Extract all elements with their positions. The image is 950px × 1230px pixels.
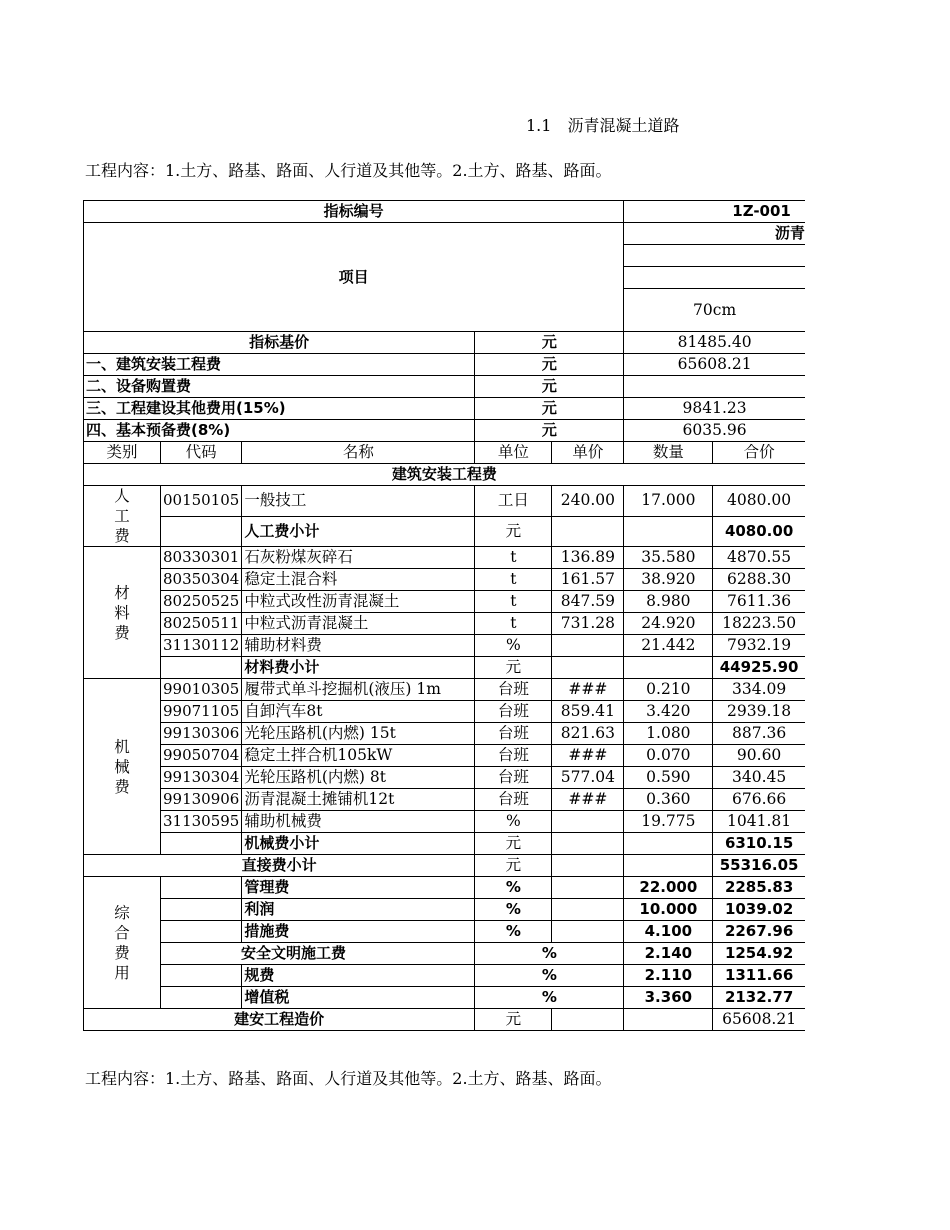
item-total: 4870.55 bbox=[713, 547, 805, 569]
grand-total-unit: 元 bbox=[475, 1009, 552, 1031]
summary-value: 81485.40 bbox=[624, 332, 805, 354]
fee-rate: 3.360 bbox=[624, 987, 713, 1009]
item-total: 334.09 bbox=[713, 679, 805, 701]
table-row bbox=[84, 223, 805, 245]
item-total: 90.60 bbox=[713, 745, 805, 767]
table-row bbox=[84, 332, 805, 354]
item-unit: t bbox=[475, 613, 552, 635]
item-total: 1041.81 bbox=[713, 811, 805, 833]
item-unit: 台班 bbox=[475, 789, 552, 811]
item-code: 31130595 bbox=[161, 811, 242, 833]
direct-subtotal-row bbox=[84, 855, 805, 877]
direct-subtotal-name: 直接费小计 bbox=[84, 855, 475, 877]
table-row bbox=[84, 701, 805, 723]
fee-total: 1311.66 bbox=[713, 965, 805, 987]
direct-subtotal-total: 55316.05 bbox=[713, 855, 805, 877]
subtotal-name: 材料费小计 bbox=[242, 657, 475, 679]
item-qty: 1.080 bbox=[624, 723, 713, 745]
item-price: ### bbox=[552, 745, 624, 767]
index-code-label: 指标编号 bbox=[84, 201, 624, 223]
section-row bbox=[84, 464, 805, 486]
subtotal-row bbox=[84, 657, 805, 679]
item-unit: % bbox=[475, 635, 552, 657]
subtotal-row bbox=[84, 833, 805, 855]
grand-total-row bbox=[84, 1009, 805, 1031]
item-code: 80250525 bbox=[161, 591, 242, 613]
item-price: 136.89 bbox=[552, 547, 624, 569]
item-name: 履带式单斗挖掘机(液压) 1m bbox=[242, 679, 475, 701]
item-name: 辅助机械费 bbox=[242, 811, 475, 833]
table-row bbox=[84, 201, 805, 223]
fee-unit: % bbox=[475, 899, 552, 921]
item-unit: 台班 bbox=[475, 723, 552, 745]
table-row bbox=[84, 877, 805, 899]
item-qty: 24.920 bbox=[624, 613, 713, 635]
item-qty: 0.590 bbox=[624, 767, 713, 789]
thickness-header: 70cm bbox=[624, 289, 805, 332]
summary-name: 三、工程建设其他费用(15%) bbox=[84, 398, 475, 420]
fee-unit: % bbox=[475, 921, 552, 943]
item-price: 859.41 bbox=[552, 701, 624, 723]
col-category: 类别 bbox=[84, 442, 161, 464]
item-name: 沥青混凝土摊铺机12t bbox=[242, 789, 475, 811]
road-type-header: 沥青 bbox=[624, 223, 805, 245]
table-row bbox=[84, 591, 805, 613]
item-price: 240.00 bbox=[552, 486, 624, 517]
fee-unit: % bbox=[475, 943, 624, 965]
item-qty: 8.980 bbox=[624, 591, 713, 613]
fee-unit: % bbox=[475, 965, 624, 987]
item-unit: 工日 bbox=[475, 486, 552, 517]
table-row bbox=[84, 987, 805, 1009]
item-price: 577.04 bbox=[552, 767, 624, 789]
fee-rate: 10.000 bbox=[624, 899, 713, 921]
item-total: 4080.00 bbox=[713, 486, 805, 517]
subtotal-unit: 元 bbox=[475, 833, 552, 855]
item-qty: 0.210 bbox=[624, 679, 713, 701]
item-price bbox=[552, 635, 624, 657]
item-name: 石灰粉煤灰碎石 bbox=[242, 547, 475, 569]
item-total: 2939.18 bbox=[713, 701, 805, 723]
category-materials: 材料费 bbox=[84, 547, 161, 679]
item-code: 00150105 bbox=[161, 486, 242, 517]
item-qty: 35.580 bbox=[624, 547, 713, 569]
subtotal-name: 机械费小计 bbox=[242, 833, 475, 855]
subtotal-total: 6310.15 bbox=[713, 833, 805, 855]
table-row bbox=[84, 789, 805, 811]
table-row bbox=[84, 569, 805, 591]
index-code-value: 1Z-001 bbox=[624, 201, 805, 223]
table-row bbox=[84, 811, 805, 833]
item-price: 847.59 bbox=[552, 591, 624, 613]
table-row bbox=[84, 486, 805, 517]
fee-name: 安全文明施工费 bbox=[161, 943, 475, 965]
item-total: 7932.19 bbox=[713, 635, 805, 657]
item-qty: 38.920 bbox=[624, 569, 713, 591]
item-name: 一般技工 bbox=[242, 486, 475, 517]
fee-total: 2285.83 bbox=[713, 877, 805, 899]
summary-name: 二、设备购置费 bbox=[84, 376, 475, 398]
table-row bbox=[84, 745, 805, 767]
item-unit: 台班 bbox=[475, 679, 552, 701]
summary-unit: 元 bbox=[475, 420, 624, 442]
item-price: 161.57 bbox=[552, 569, 624, 591]
item-name: 中粒式沥青混凝土 bbox=[242, 613, 475, 635]
summary-unit: 元 bbox=[475, 376, 624, 398]
item-code: 31130112 bbox=[161, 635, 242, 657]
fee-total: 2267.96 bbox=[713, 921, 805, 943]
table-row bbox=[84, 921, 805, 943]
table-row bbox=[84, 354, 805, 376]
work-description-bottom: 工程内容：1.土方、路基、路面、人行道及其他等。2.土方、路基、路面。 bbox=[85, 1069, 612, 1088]
summary-value: 9841.23 bbox=[624, 398, 805, 420]
item-unit: t bbox=[475, 547, 552, 569]
item-code: 99130306 bbox=[161, 723, 242, 745]
cost-index-table bbox=[83, 200, 805, 1031]
direct-subtotal-unit: 元 bbox=[475, 855, 552, 877]
fee-rate: 4.100 bbox=[624, 921, 713, 943]
summary-unit: 元 bbox=[475, 398, 624, 420]
fee-unit: % bbox=[475, 877, 552, 899]
item-code: 99130304 bbox=[161, 767, 242, 789]
summary-name: 一、建筑安装工程费 bbox=[84, 354, 475, 376]
table-row bbox=[84, 613, 805, 635]
fee-name: 措施费 bbox=[242, 921, 475, 943]
fee-name: 增值税 bbox=[242, 987, 475, 1009]
item-qty: 3.420 bbox=[624, 701, 713, 723]
category-machinery: 机械费 bbox=[84, 679, 161, 855]
item-name: 自卸汽车8t bbox=[242, 701, 475, 723]
work-description-top: 工程内容：1.土方、路基、路面、人行道及其他等。2.土方、路基、路面。 bbox=[85, 161, 612, 180]
item-code: 99130906 bbox=[161, 789, 242, 811]
category-labor: 人工费 bbox=[84, 486, 161, 547]
table-row bbox=[84, 965, 805, 987]
item-total: 18223.50 bbox=[713, 613, 805, 635]
fee-total: 1254.92 bbox=[713, 943, 805, 965]
fee-name: 利润 bbox=[242, 899, 475, 921]
summary-value: 65608.21 bbox=[624, 354, 805, 376]
item-total: 6288.30 bbox=[713, 569, 805, 591]
fee-name: 管理费 bbox=[242, 877, 475, 899]
fee-rate: 2.140 bbox=[624, 943, 713, 965]
item-unit: 台班 bbox=[475, 767, 552, 789]
item-total: 887.36 bbox=[713, 723, 805, 745]
subtotal-row bbox=[84, 516, 805, 547]
item-label: 项目 bbox=[84, 223, 624, 332]
fee-rate: 2.110 bbox=[624, 965, 713, 987]
subtotal-total: 4080.00 bbox=[713, 516, 805, 547]
item-price bbox=[552, 811, 624, 833]
item-qty: 19.775 bbox=[624, 811, 713, 833]
table-row bbox=[84, 376, 805, 398]
item-code: 99071105 bbox=[161, 701, 242, 723]
summary-value: 6035.96 bbox=[624, 420, 805, 442]
item-qty: 0.070 bbox=[624, 745, 713, 767]
item-name: 稳定土混合料 bbox=[242, 569, 475, 591]
col-quantity: 数量 bbox=[624, 442, 713, 464]
item-name: 光轮压路机(内燃) 15t bbox=[242, 723, 475, 745]
col-total: 合价 bbox=[713, 442, 805, 464]
subtotal-unit: 元 bbox=[475, 516, 552, 547]
col-code: 代码 bbox=[161, 442, 242, 464]
table-row bbox=[84, 420, 805, 442]
table-row bbox=[84, 767, 805, 789]
col-unit-price: 单价 bbox=[552, 442, 624, 464]
table-row bbox=[84, 899, 805, 921]
fee-name: 规费 bbox=[242, 965, 475, 987]
fee-unit: % bbox=[475, 987, 624, 1009]
col-unit: 单位 bbox=[475, 442, 552, 464]
category-comprehensive: 综合费用 bbox=[84, 877, 161, 1009]
summary-name: 四、基本预备费(8%) bbox=[84, 420, 475, 442]
section-title: 建筑安装工程费 bbox=[84, 464, 805, 486]
item-unit: 台班 bbox=[475, 701, 552, 723]
item-qty: 17.000 bbox=[624, 486, 713, 517]
summary-value bbox=[624, 376, 805, 398]
grand-total-name: 建安工程造价 bbox=[84, 1009, 475, 1031]
item-qty: 21.442 bbox=[624, 635, 713, 657]
item-price: 731.28 bbox=[552, 613, 624, 635]
item-code: 99010305 bbox=[161, 679, 242, 701]
item-code: 80350304 bbox=[161, 569, 242, 591]
item-qty: 0.360 bbox=[624, 789, 713, 811]
table-row bbox=[84, 943, 805, 965]
page-title: 1.1 沥青混凝土道路 bbox=[526, 116, 680, 135]
item-code: 80250511 bbox=[161, 613, 242, 635]
item-price: 821.63 bbox=[552, 723, 624, 745]
table-row bbox=[84, 679, 805, 701]
item-total: 340.45 bbox=[713, 767, 805, 789]
table-row bbox=[84, 635, 805, 657]
subtotal-name: 人工费小计 bbox=[242, 516, 475, 547]
col-name: 名称 bbox=[242, 442, 475, 464]
grand-total-value: 65608.21 bbox=[713, 1009, 805, 1031]
fee-rate: 22.000 bbox=[624, 877, 713, 899]
table-row bbox=[84, 723, 805, 745]
item-unit: t bbox=[475, 591, 552, 613]
item-total: 7611.36 bbox=[713, 591, 805, 613]
fee-total: 1039.02 bbox=[713, 899, 805, 921]
summary-unit: 元 bbox=[475, 332, 624, 354]
item-name: 中粒式改性沥青混凝土 bbox=[242, 591, 475, 613]
item-name: 光轮压路机(内燃) 8t bbox=[242, 767, 475, 789]
item-code: 80330301 bbox=[161, 547, 242, 569]
item-price: ### bbox=[552, 789, 624, 811]
column-header-row bbox=[84, 442, 805, 464]
subtotal-unit: 元 bbox=[475, 657, 552, 679]
item-name: 稳定土拌合机105kW bbox=[242, 745, 475, 767]
summary-name: 指标基价 bbox=[84, 332, 475, 354]
summary-unit: 元 bbox=[475, 354, 624, 376]
item-code: 99050704 bbox=[161, 745, 242, 767]
item-unit: % bbox=[475, 811, 552, 833]
subtotal-total: 44925.90 bbox=[713, 657, 805, 679]
item-unit: 台班 bbox=[475, 745, 552, 767]
table-row bbox=[84, 398, 805, 420]
item-name: 辅助材料费 bbox=[242, 635, 475, 657]
table-row bbox=[84, 547, 805, 569]
item-unit: t bbox=[475, 569, 552, 591]
item-total: 676.66 bbox=[713, 789, 805, 811]
item-price: ### bbox=[552, 679, 624, 701]
fee-total: 2132.77 bbox=[713, 987, 805, 1009]
